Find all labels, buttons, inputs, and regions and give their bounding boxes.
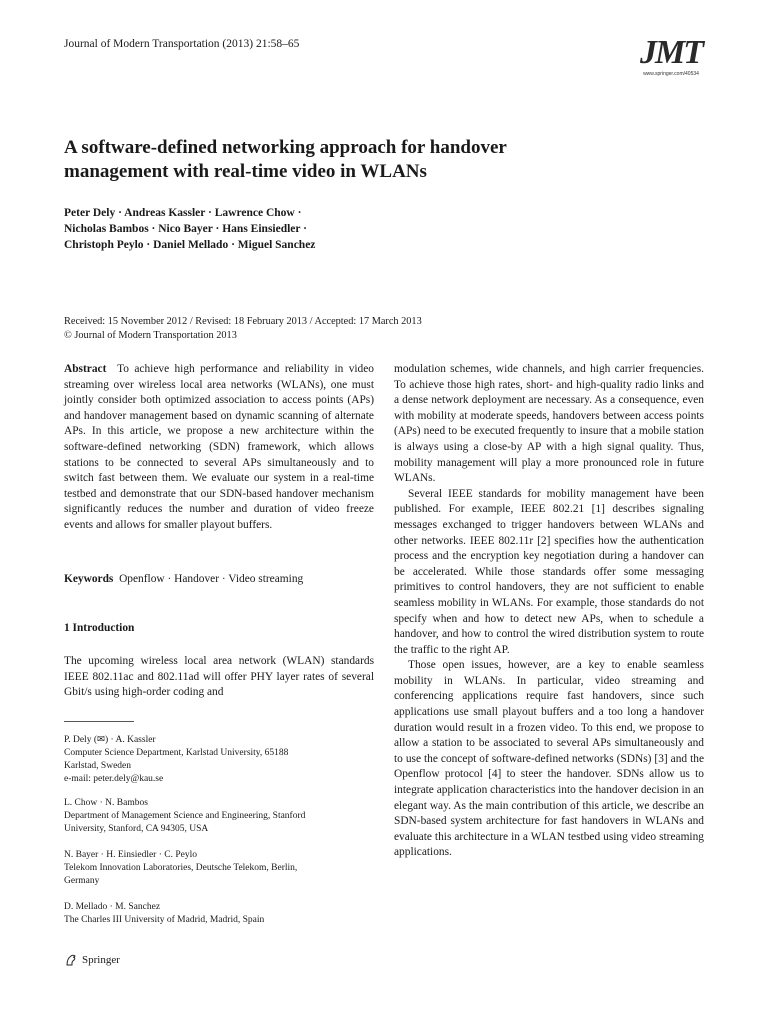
article-title [64,136,624,184]
journal-logo [638,36,704,77]
affiliation-block [64,849,374,888]
title-line: management with real-time video in WLANs [64,161,427,182]
affiliation-names: P. Dely (✉) · A. Kassler [64,735,156,745]
author-line: Peter Dely · Andreas Kassler · Lawrence Chow · [64,207,302,219]
abstract [64,362,374,534]
publisher-name: Springer [82,954,120,966]
affiliation-line: Department of Management Science and Engineering, Stanford [64,811,306,821]
publication-dates [64,315,422,343]
keywords [64,573,303,585]
logo-mark: JMT [640,34,702,71]
affiliation-names: N. Bayer · H. Einsiedler · C. Peylo [64,850,197,860]
abstract-label: Abstract [64,363,107,375]
section-heading: 1 Introduction [64,622,135,634]
affiliation-line: Germany [64,876,100,886]
affiliation-line: Computer Science Department, Karlstad University, 65188 [64,748,289,758]
author-line: Christoph Peylo · Daniel Mellado · Miguel Sanchez [64,239,316,251]
logo-url: www.springer.com/40534 [643,71,699,77]
affiliation-names: D. Mellado · M. Sanchez [64,902,161,912]
keywords-text: Openflow · Handover · Video streaming [119,573,304,585]
footnote-rule [64,721,134,722]
affiliation-line: Telekom Innovation Laboratories, Deutsche Telekom, Berlin, [64,863,298,873]
received-dates: Received: 15 November 2012 / Revised: 18 February 2013 / Accepted: 17 March 2013 [64,316,422,327]
right-column [394,362,704,861]
abstract-text: To achieve high performance and reliability in video streaming over wireless local area networks (WLANs), one must jointly consider both optimized association to access points (APs) and handover management based on dynamic scanning of alternate APs. In this article, we propose a new architecture within the software-defined networking (SDN) framework, which allows stations to be connected to several APs simultaneously and to switch fast between them. We evaluate our system in a real-time testbed and demonstrate that our SDN-based handover mechanism significantly reduces the number and duration of video freeze events and allows for smaller playout buffers. [64,363,374,531]
affiliation-line: The Charles III University of Madrid, Madrid, Spain [64,915,265,925]
affiliation-block [64,734,374,786]
author-list [64,205,315,253]
title-line: A software-defined networking approach for handover [64,137,507,158]
keywords-label: Keywords [64,573,114,585]
intro-text: The upcoming wireless local area network (WLAN) standards IEEE 802.11ac and 802.11ad will offer PHY layer rates of several Gbit/s using high-order coding and [64,655,374,699]
copyright: © Journal of Modern Transportation 2013 [64,330,237,341]
springer-horse-icon [64,953,78,967]
affiliation-line: University, Stanford, CA 94305, USA [64,824,209,834]
affiliation-line: Karlstad, Sweden [64,761,132,771]
body-paragraph: modulation schemes, wide channels, and high carrier frequencies. To achieve those high rates, short- and high-quality radio links and a dense network deployment are necessary. As a consequence, even with mobility at moderate speeds, handovers between access points (APs) need to be executed frequently to insure that a mobile station is always using a close-by AP with a high signal quality. Thus, mobility management will play a more pronounced role in future WLANs. [394,363,704,485]
affiliation-names: L. Chow · N. Bambos [64,798,148,808]
publisher-footer [64,953,120,967]
affiliation-block [64,901,374,927]
affiliation-email[interactable]: e-mail: peter.dely@kau.se [64,774,164,784]
author-line: Nicholas Bambos · Nico Bayer · Hans Einsiedler · [64,223,308,235]
intro-paragraph [64,654,374,701]
body-paragraph: Those open issues, however, are a key to enable seamless mobility in WLANs. In particular, video streaming and conferencing applications require fast handovers, since such applications use small playout buffers and a too long a handover duration would result in a frozen video. To this end, we propose to allow a station to be associated to several APs simultaneously and to use the concept of software-defined networks (SDNs) [3] and the Openflow protocol [4] to steer the handover. SDNs allow us to integrate application characteristics into the handover decision in an elegant way. As the main contribution of this article, we describe an SDN-based system architecture for fast handovers in WLANs and evaluate this architecture in a WLAN testbed using video streaming applications. [394,659,704,859]
affiliation-block [64,797,374,836]
body-paragraph: Several IEEE standards for mobility management have been published. For example, IEEE 802.21 [1] describes signaling messages exchanged to trigger handovers between WLANs and other networks. IEEE 802.11r [2] specifies how the authentication process and the encryption key negotiation during a handover can be accelerated. While those standards offer some messaging primitives to control handovers, they are not sufficient to enable seamless mobility in WLANs. For example, those standards do not specify when and how to detect new APs, when to schedule a handover, and how to control the wired distribution system to route the traffic to the right AP. [394,487,704,656]
journal-citation: Journal of Modern Transportation (2013) 21:58–65 [64,38,300,50]
